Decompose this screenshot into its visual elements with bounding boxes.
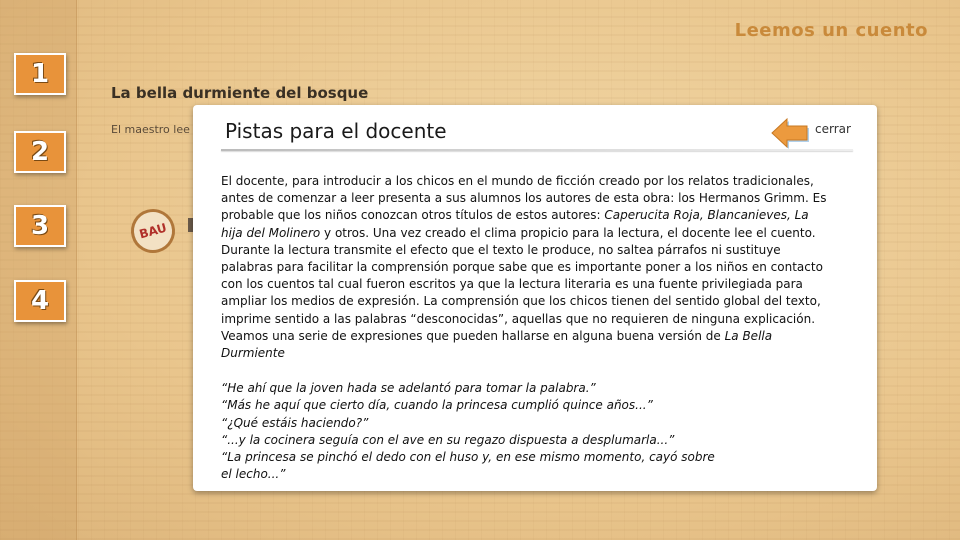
nav-button-1[interactable]: 1 bbox=[14, 53, 66, 95]
bau-badge-icon bbox=[126, 204, 180, 258]
quote-line: “...y la cocinera seguía con el ave en su regazo dispuesta a desplumarla...” bbox=[221, 432, 675, 447]
title-divider bbox=[221, 149, 853, 151]
paragraph-italic-title: La Bella Durmiente bbox=[221, 328, 773, 361]
teacher-tips-modal bbox=[193, 105, 877, 491]
back-arrow-icon[interactable] bbox=[771, 117, 809, 149]
quote-line: “He ahí que la joven hada se adelantó para tomar la palabra.” bbox=[221, 381, 596, 396]
paragraph-text: El docente, para introducir a los chicos en el mundo de ficción creado por los relatos tradicionales, antes de comenzar a leer presenta a sus alumnos los autores de esta obra: los Hermanos Grimm. Es probable que los niños conozcan otros títulos de estos autores: bbox=[221, 174, 827, 223]
modal-body bbox=[221, 173, 831, 483]
quotes-list bbox=[221, 380, 831, 483]
nav-button-3[interactable]: 3 bbox=[14, 205, 66, 247]
badge-text: BAU bbox=[137, 220, 169, 242]
modal-title: Pistas para el docente bbox=[225, 119, 447, 143]
quote-line: “La princesa se pinchó el dedo con el huso y, en ese mismo momento, cayó sobre el lecho...” bbox=[221, 450, 715, 482]
nav-button-2[interactable]: 2 bbox=[14, 131, 66, 173]
quote-line: “¿Qué estáis haciendo?” bbox=[221, 415, 369, 430]
story-subtitle: El maestro lee bbox=[111, 123, 190, 136]
intro-paragraph bbox=[221, 173, 831, 362]
story-title: La bella durmiente del bosque bbox=[111, 84, 369, 102]
paragraph-text: y otros. Una vez creado el clima propicio para la lectura, el docente lee el cuento. Durante la lectura transmite el efecto que el texto le produce, no saltea párrafos ni sustituye palabras para facilitar la comprensión porque sabe que es importante poner a los niños en contacto con los cuentos tal cual fueron escritos ya que la lectura literaria es una fuente privilegiada para ampliar los medios de expresión. La comprensión que los chicos tienen del sentido global del texto, imprime sentido a las palabras “desconocidas”, aquellas que no requieren de ninguna explicación. Veamos una serie de expresiones que pueden hallarse en alguna buena versión de bbox=[221, 225, 823, 343]
nav-button-4[interactable]: 4 bbox=[14, 280, 66, 322]
close-button[interactable]: cerrar bbox=[815, 122, 851, 136]
page-header-title: Leemos un cuento bbox=[734, 20, 928, 41]
paragraph-italic-titles: Caperucita Roja, Blancanieves, La hija del Molinero bbox=[221, 208, 809, 240]
quote-line: “Más he aquí que cierto día, cuando la princesa cumplió quince años...” bbox=[221, 398, 653, 413]
